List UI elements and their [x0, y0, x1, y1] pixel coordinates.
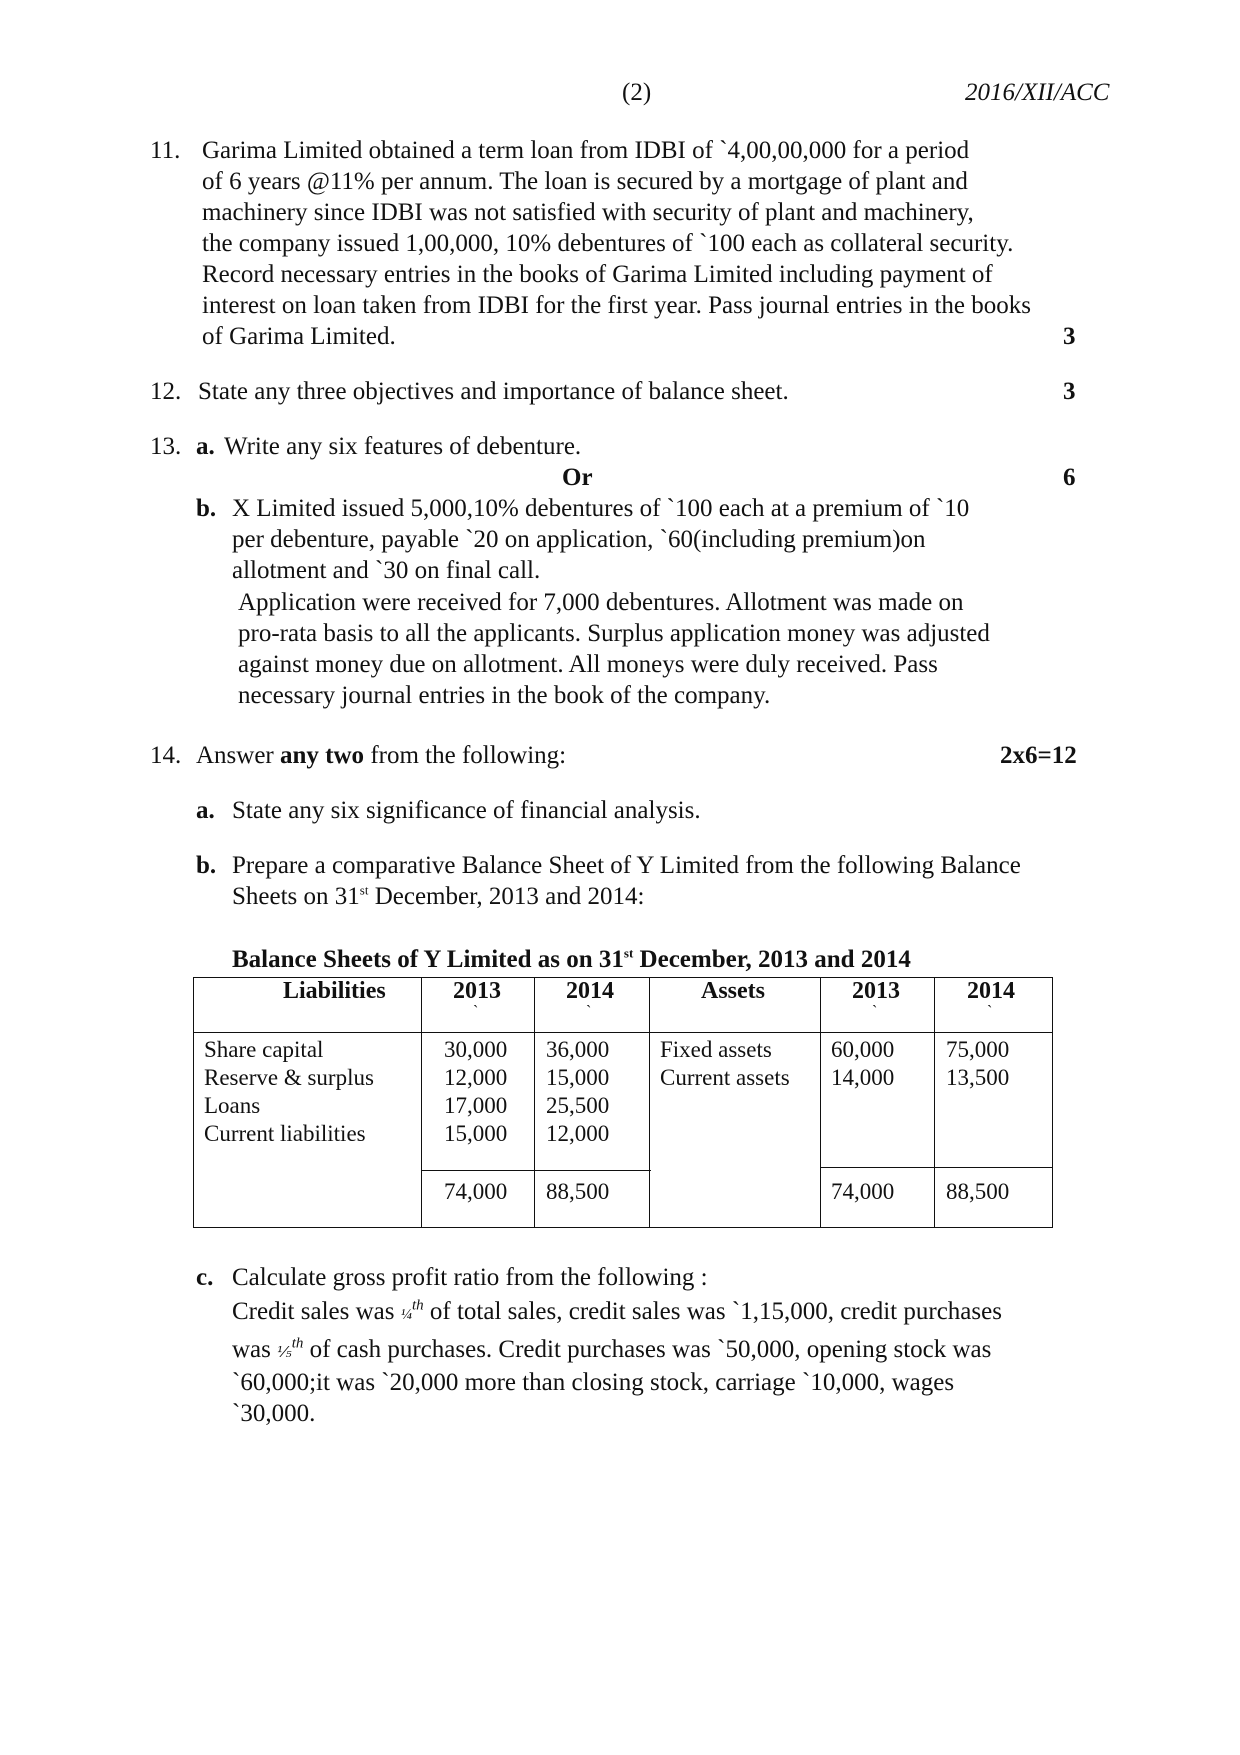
- table-border: [193, 1227, 1053, 1228]
- total-assets-2014: 88,500: [946, 1179, 1010, 1204]
- q14c-line: Calculate gross profit ratio from the following :: [232, 1264, 708, 1291]
- liability-2013: 30,000: [444, 1037, 508, 1062]
- liability-2013: 15,000: [444, 1121, 508, 1146]
- q11-line: interest on loan taken from IDBI for the first year. Pass journal entries in the books: [202, 292, 1031, 319]
- q11-line: the company issued 1,00,000, 10% debentures of `100 each as collateral security.: [202, 230, 1014, 257]
- q14c-line: [232, 1296, 1002, 1331]
- fraction: ⅕: [277, 1345, 292, 1361]
- q11-line: Record necessary entries in the books of Garima Limited including payment of: [202, 261, 993, 288]
- total-liab-2013: 74,000: [444, 1179, 508, 1204]
- q13b-line: against money due on allotment. All moneys were duly received. Pass: [238, 651, 938, 678]
- total-rule: [421, 1170, 651, 1171]
- q14c-post: of cash purchases. Credit purchases was `50,000, opening stock was: [303, 1336, 992, 1363]
- total-rule: [820, 1167, 1053, 1168]
- q12-text: State any three objectives and importance of balance sheet.: [198, 378, 789, 405]
- q13b-line: Application were received for 7,000 debentures. Allotment was made on: [238, 589, 964, 616]
- table-title-pre: Balance Sheets of Y Limited as on 31: [232, 946, 624, 973]
- rupee-symbol: `: [473, 1003, 479, 1020]
- q11-line: of Garima Limited.: [202, 323, 396, 350]
- q14-intro-post: from the following:: [364, 742, 567, 769]
- fraction-sup: th: [411, 1297, 424, 1314]
- q11-line: of 6 years @11% per annum. The loan is secured by a mortgage of plant and: [202, 168, 968, 195]
- table-border: [193, 977, 194, 1228]
- table-border: [649, 977, 650, 1228]
- table-border: [934, 977, 935, 1228]
- liability-name: Current liabilities: [204, 1121, 366, 1146]
- col-header: 2014: [566, 978, 614, 1004]
- asset-2014: 13,500: [946, 1065, 1010, 1090]
- table-border: [421, 977, 422, 1228]
- asset-2013: 60,000: [831, 1037, 895, 1062]
- col-header: Liabilities: [283, 978, 386, 1004]
- fraction-sup: th: [291, 1335, 304, 1352]
- liability-2014: 15,000: [546, 1065, 610, 1090]
- liability-2014: 12,000: [546, 1121, 610, 1146]
- q13b-line: necessary journal entries in the book of the company.: [238, 682, 771, 709]
- q11-line: machinery since IDBI was not satisfied with security of plant and machinery,: [202, 199, 974, 226]
- marks: 3: [1063, 378, 1076, 405]
- liability-name: Loans: [204, 1093, 261, 1118]
- q14-intro-bold: any two: [280, 742, 365, 769]
- or-separator: Or: [562, 464, 593, 491]
- q11-line: Garima Limited obtained a term loan from IDBI of `4,00,00,000 for a period: [202, 137, 970, 164]
- q14b-sup: st: [359, 882, 369, 898]
- option-label: c.: [196, 1264, 214, 1291]
- question-number: 13.: [150, 433, 182, 460]
- q13b-line: per debenture, payable `20 on application, `60(including premium)on: [232, 526, 926, 553]
- asset-name: Fixed assets: [660, 1037, 772, 1062]
- q14c-pre: Credit sales was: [232, 1298, 401, 1325]
- table-border: [820, 977, 821, 1228]
- q13a-text: Write any six features of debenture.: [224, 433, 582, 460]
- asset-2013: 14,000: [831, 1065, 895, 1090]
- table-border: [534, 977, 535, 1228]
- rupee-symbol: `: [872, 1003, 878, 1020]
- option-label: b.: [196, 495, 217, 522]
- marks: 6: [1063, 464, 1076, 491]
- marks: 3: [1063, 323, 1076, 350]
- q13b-line: pro-rata basis to all the applicants. Surplus application money was adjusted: [238, 620, 990, 647]
- option-label: a.: [196, 797, 215, 824]
- asset-name: Current assets: [660, 1065, 790, 1090]
- total-liab-2014: 88,500: [546, 1179, 610, 1204]
- q14b-post: December, 2013 and 2014:: [368, 883, 645, 910]
- q14c-line: `30,000.: [232, 1400, 316, 1427]
- q14c-line: `60,000;it was `20,000 more than closing stock, carriage `10,000, wages: [232, 1369, 955, 1396]
- table-title: [232, 944, 911, 975]
- table-title-sup: st: [623, 945, 634, 961]
- liability-2014: 36,000: [546, 1037, 610, 1062]
- question-number: 12.: [150, 378, 182, 405]
- q13b-line: allotment and `30 on final call.: [232, 557, 541, 584]
- marks: 2x6=12: [1000, 742, 1077, 769]
- rupee-symbol: `: [586, 1003, 592, 1020]
- total-assets-2013: 74,000: [831, 1179, 895, 1204]
- asset-2014: 75,000: [946, 1037, 1010, 1062]
- q14a-text: State any six significance of financial analysis.: [232, 797, 701, 824]
- liability-2013: 12,000: [444, 1065, 508, 1090]
- question-number: 14.: [150, 742, 182, 769]
- col-header: 2013: [852, 978, 900, 1004]
- q14b-pre: Sheets on 31: [232, 883, 360, 910]
- table-border: [1052, 977, 1053, 1228]
- paper-code: 2016/XII/ACC: [965, 79, 1110, 106]
- q14c-post: of total sales, credit sales was `1,15,000, credit purchases: [423, 1298, 1002, 1325]
- q14b-line: Prepare a comparative Balance Sheet of Y Limited from the following Balance: [232, 852, 1021, 879]
- col-header: Assets: [701, 978, 765, 1004]
- q14-intro: [196, 740, 566, 771]
- option-label: a.: [196, 433, 215, 460]
- col-header: 2014: [967, 978, 1015, 1004]
- q14c-line: [232, 1334, 991, 1369]
- table-title-post: December, 2013 and 2014: [633, 946, 911, 973]
- q14-intro-pre: Answer: [196, 742, 281, 769]
- liability-name: Reserve & surplus: [204, 1065, 374, 1090]
- liability-2014: 25,500: [546, 1093, 610, 1118]
- q14b-line: [232, 881, 644, 912]
- balance-sheet-table: [193, 977, 1053, 1227]
- liability-2013: 17,000: [444, 1093, 508, 1118]
- rupee-symbol: `: [987, 1003, 993, 1020]
- q14c-pre: was: [232, 1336, 278, 1363]
- fraction: ¼: [400, 1307, 412, 1323]
- q13b-line: X Limited issued 5,000,10% debentures of `100 each at a premium of `10: [232, 495, 970, 522]
- liability-name: Share capital: [204, 1037, 324, 1062]
- col-header: 2013: [453, 978, 501, 1004]
- question-number: 11.: [150, 137, 181, 164]
- page-number: (2): [622, 79, 652, 106]
- option-label: b.: [196, 852, 217, 879]
- table-border: [193, 1032, 1053, 1033]
